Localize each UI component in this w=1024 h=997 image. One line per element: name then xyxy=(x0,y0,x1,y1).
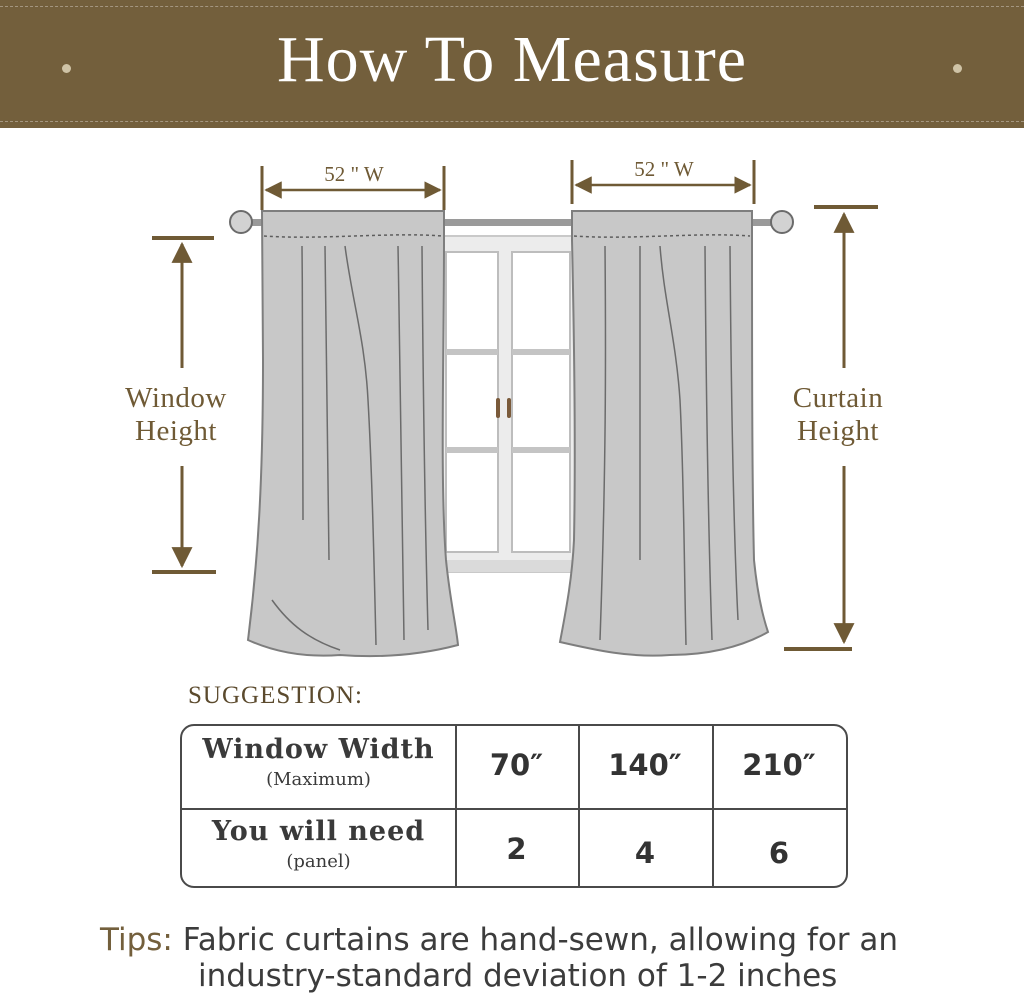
window-icon xyxy=(438,236,578,572)
table-cell: 210″ xyxy=(742,748,816,782)
right-width-label: 52 " W xyxy=(634,157,694,181)
tips-line-2: industry-standard deviation of 1-2 inches xyxy=(198,958,838,994)
table-row-header xyxy=(182,816,455,872)
tips-line-1: Fabric curtains are hand-sewn, allowing for an xyxy=(182,922,899,958)
banner-stitch-bottom xyxy=(0,121,1024,122)
right-curtain-panel xyxy=(560,211,768,656)
header-banner xyxy=(0,0,1024,128)
table-divider xyxy=(182,808,846,810)
suggestion-title: SUGGESTION: xyxy=(188,682,363,709)
table-cell: 4 xyxy=(634,836,656,870)
panels-needed-sublabel: (panel) xyxy=(286,851,351,872)
curtain-height-label xyxy=(758,382,918,448)
curtain-height-label-line2: Height xyxy=(797,415,879,447)
table-cell: 140″ xyxy=(608,748,682,782)
window-width-sublabel: (Maximum) xyxy=(266,769,371,790)
table-cell: 6 xyxy=(768,836,790,870)
page-title: How To Measure xyxy=(276,23,748,96)
table-cell: 2 xyxy=(506,832,527,866)
window-width-label: Window Width xyxy=(202,734,435,765)
banner-stitch-top xyxy=(0,6,1024,7)
table-row-header xyxy=(182,734,455,790)
window-height-label-line2: Height xyxy=(135,415,217,447)
window-height-label xyxy=(96,382,256,448)
suggestion-table xyxy=(180,724,848,888)
curtain-height-label-line1: Curtain xyxy=(792,382,884,414)
window-height-label-line1: Window xyxy=(125,382,227,414)
left-width-label: 52 " W xyxy=(324,162,384,186)
tips-label: Tips: xyxy=(100,922,173,958)
panels-needed-label: You will need xyxy=(211,816,426,847)
table-cell: 70″ xyxy=(489,748,544,782)
tips-note xyxy=(100,922,1000,994)
left-curtain-panel xyxy=(248,211,458,656)
